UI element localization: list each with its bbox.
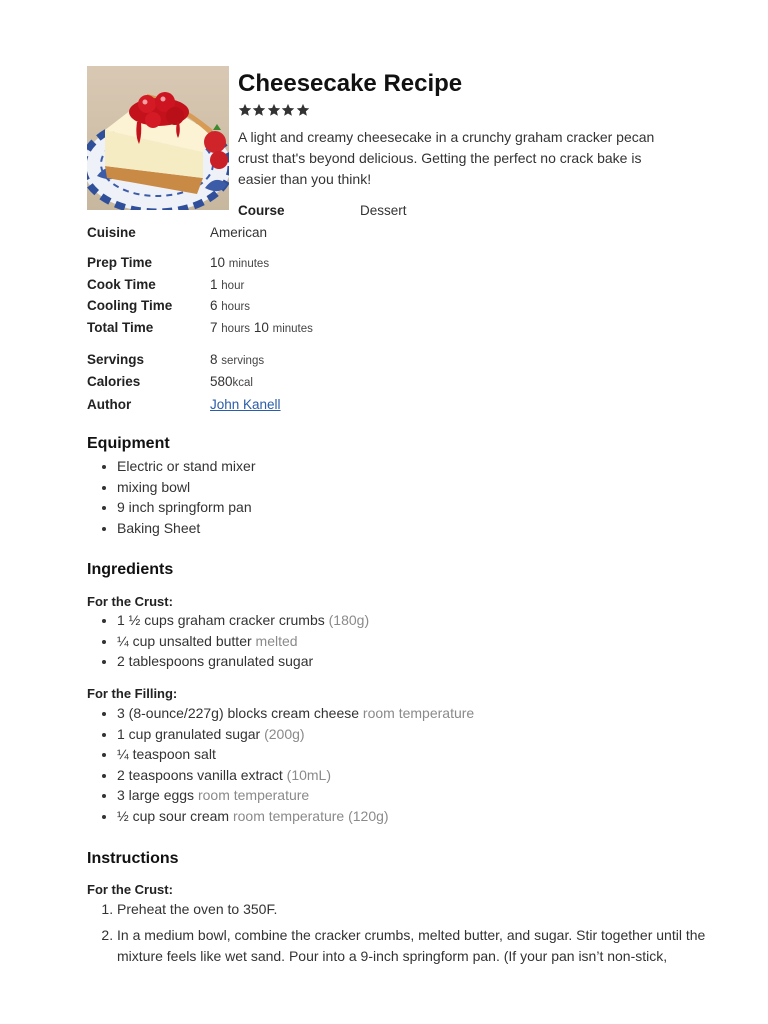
instructions-heading: Instructions	[87, 850, 179, 867]
servings-unit: servings	[221, 355, 265, 367]
star-icon	[267, 103, 281, 117]
calories-number: 580	[210, 374, 233, 389]
filling-ingredients-list	[87, 703, 717, 827]
cooling-time-value	[210, 298, 250, 313]
cooling-time-label: Cooling Time	[87, 298, 173, 313]
cook-time-unit: hour	[221, 280, 245, 292]
equipment-item: • Electric or stand mixer	[117, 456, 717, 477]
ingredient-note: room temperature	[362, 705, 475, 721]
total-time-value	[210, 320, 313, 335]
star-icon	[281, 103, 295, 117]
total-minutes-unit: minutes	[272, 323, 313, 335]
total-hours-number: 7	[210, 320, 218, 335]
total-minutes-number: 10	[253, 320, 269, 335]
equipment-heading: Equipment	[87, 435, 170, 452]
total-hours-unit: hours	[221, 323, 251, 335]
cuisine-label: Cuisine	[87, 225, 136, 240]
ingredient-item	[117, 785, 717, 806]
ingredient-text: ¼ teaspoon salt	[117, 746, 216, 763]
rating-stars[interactable]	[238, 103, 310, 117]
crust-ingredients-list	[87, 610, 717, 672]
calories-label: Calories	[87, 374, 141, 389]
ingredient-item	[117, 765, 717, 786]
ingredient-note: room temperature (120g)	[232, 807, 389, 824]
star-icon	[252, 103, 266, 117]
star-icon	[296, 103, 310, 117]
ingredient-text: 3 (8-ounce/227g) blocks cream cheese	[117, 705, 360, 721]
ingredients-crust-heading: For the Crust:	[87, 594, 173, 609]
ingredient-item	[117, 631, 717, 652]
ingredient-item	[117, 703, 717, 724]
recipe-photo	[87, 66, 229, 210]
calories-value	[210, 374, 253, 389]
instructions-crust-heading: For the Crust:	[87, 882, 173, 897]
cook-time-value	[210, 277, 244, 292]
ingredient-text: ¼ cup unsalted butter	[117, 632, 252, 649]
calories-unit: kcal	[232, 377, 253, 389]
recipe-summary: A light and creamy cheesecake in a crunchy graham cracker pecan crust that's beyond delicious. Getting the perfect no crack bake is easier than you think!	[238, 129, 655, 187]
ingredient-text: 2 teaspoons vanilla extract	[117, 766, 283, 783]
equipment-item: • mixing bowl	[117, 477, 717, 498]
equipment-list	[87, 456, 717, 538]
ingredients-heading: Ingredients	[87, 561, 174, 578]
cuisine-value: American	[210, 225, 268, 240]
ingredient-item	[117, 724, 717, 745]
ingredient-text: 1 cup granulated sugar	[117, 725, 261, 742]
cook-time-label: Cook Time	[87, 277, 156, 292]
ingredient-note: (200g)	[264, 725, 305, 742]
instruction-step: 2. In a medium bowl, combine the cracker crumbs, melted butter, and sugar. Stir together until the mixture feels like wet sand. Pour into a 9-inch springform pan. (If your pan isn’t non-stick,	[117, 925, 707, 967]
author-label: Author	[87, 397, 132, 412]
prep-time-label: Prep Time	[87, 255, 153, 270]
servings-number: 8	[210, 352, 218, 367]
instruction-step: 1. Preheat the oven to 350F.	[117, 899, 707, 920]
cheesecake-illustration	[87, 66, 229, 210]
servings-label: Servings	[87, 352, 145, 367]
cook-time-number: 1	[210, 277, 218, 292]
instructions-list	[87, 899, 707, 972]
course-value: Dessert	[360, 203, 407, 218]
ingredient-text: ½ cup sour cream	[117, 807, 230, 824]
course-label: Course	[238, 203, 285, 218]
star-icon	[238, 103, 252, 117]
equipment-item: • 9 inch springform pan	[117, 497, 717, 518]
ingredient-text: 2 tablespoons granulated sugar	[117, 653, 314, 670]
author-link[interactable]: John Kanell	[210, 397, 281, 412]
ingredients-filling-heading: For the Filling:	[87, 686, 178, 701]
ingredient-item	[117, 610, 717, 631]
equipment-item: • Baking Sheet	[117, 518, 717, 539]
ingredient-note: room temperature	[197, 787, 310, 804]
ingredient-item	[117, 806, 717, 827]
ingredient-text: 3 large eggs	[117, 787, 195, 804]
ingredient-text: 1 ½ cups graham cracker crumbs	[117, 612, 325, 628]
cooling-time-number: 6	[210, 298, 218, 313]
ingredient-item	[117, 744, 717, 765]
ingredient-note: (180g)	[328, 612, 370, 628]
prep-time-number: 10	[210, 255, 226, 270]
prep-time-unit: minutes	[228, 258, 270, 270]
prep-time-value	[210, 255, 269, 270]
ingredient-note: melted	[255, 632, 298, 649]
ingredient-note: (10mL)	[286, 766, 332, 783]
total-time-label: Total Time	[87, 320, 154, 335]
servings-value	[210, 352, 264, 367]
cooling-time-unit: hours	[221, 301, 251, 313]
ingredient-item	[117, 651, 717, 672]
recipe-title: Cheesecake Recipe	[238, 70, 463, 97]
